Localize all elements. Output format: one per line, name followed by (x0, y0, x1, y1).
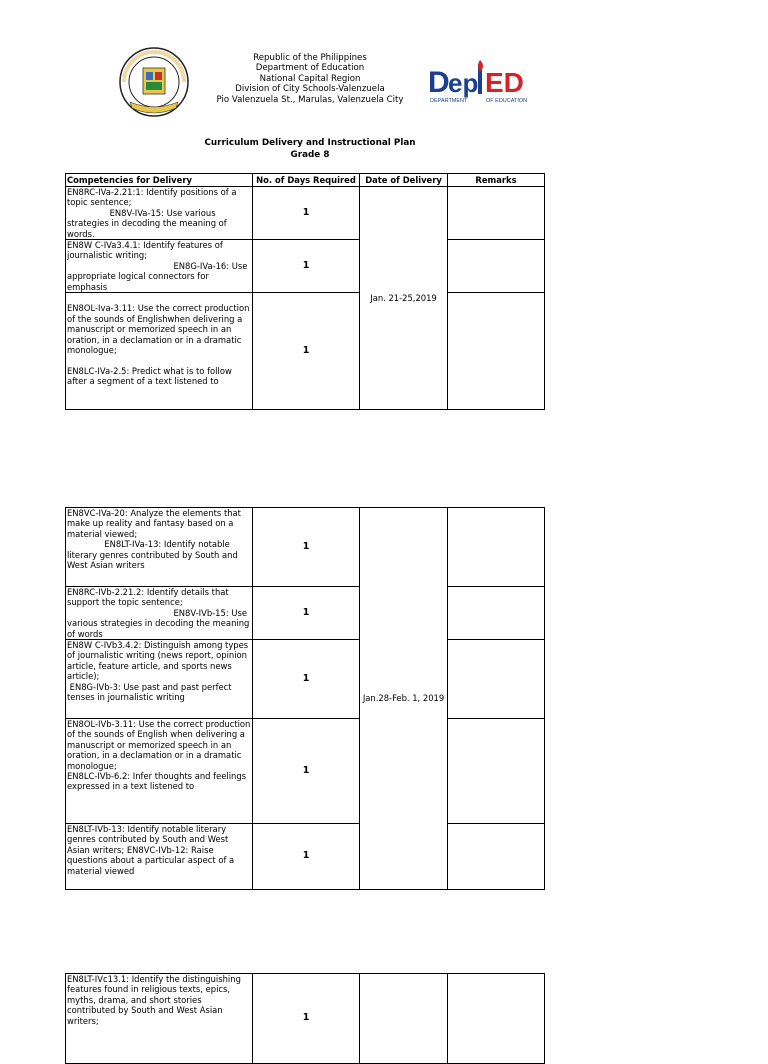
svg-text:OF EDUCATION: OF EDUCATION (486, 98, 528, 104)
days-cell: 1 (253, 240, 360, 293)
competency-cell: EN8LT-IVb-13: Identify notable literary genres contributed by South and West Asian writers; EN8VC-IVb-12: Raise questions about a particular aspect of a material viewed (66, 824, 253, 890)
grade-label: Grade 8 (290, 150, 330, 160)
header-remarks: Remarks (448, 174, 545, 187)
svg-text:DEPARTMENT: DEPARTMENT (430, 98, 468, 104)
delivery-plan-table-week3 (65, 973, 545, 1064)
competency-cell: EN8RC-IVb-2.21.2: Identify details that support the topic sentence; EN8V-IVb-15: Use various strategies in decoding the meaning of words (66, 587, 253, 640)
table-header-row (66, 174, 545, 187)
remarks-cell (448, 974, 545, 1064)
remarks-cell (448, 640, 545, 719)
remarks-cell (448, 587, 545, 640)
svg-text:ep: ep (448, 68, 479, 98)
header-line: Department of Education (255, 63, 365, 74)
document-title (160, 137, 460, 161)
days-cell: 1 (253, 640, 360, 719)
agency-header (200, 53, 420, 105)
competency-cell: EN8W C-IVb3.4.2: Distinguish among types of journalistic writing (news report, opinion article, feature article, and sports news article); EN8G-IVb-3: Use past and past perfect tenses in journalistic writing (66, 640, 253, 719)
days-cell: 1 (253, 974, 360, 1064)
remarks-cell (448, 187, 545, 240)
header-line: National Capital Region (259, 73, 361, 84)
days-cell: 1 (253, 508, 360, 587)
competency-cell: EN8OL-IVb-3.11: Use the correct production of the sounds of English when delivering a manuscript or memorized speech in an oration, in a declamation or in a dramatic monologue; EN8LC-IVb-6.2: Infer thoughts and feelings expressed in a text listened to (66, 719, 253, 824)
date-cell: Jan. 21-25,2019 (360, 187, 448, 410)
table-row (66, 508, 545, 587)
competency-cell: EN8LT-IVc13.1: Identify the distinguishing features found in religious texts, epics, myths, drama, and short stories contributed by South and West Asian writers; (66, 974, 253, 1064)
date-cell (360, 974, 448, 1064)
table-row (66, 293, 545, 410)
header-line: Republic of the Philippines (253, 53, 367, 63)
delivery-plan-table-week2 (65, 507, 545, 890)
table-row (66, 187, 545, 240)
days-cell: 1 (253, 587, 360, 640)
delivery-plan-table-week1 (65, 173, 545, 410)
remarks-cell (448, 240, 545, 293)
table-row (66, 719, 545, 824)
table-row (66, 824, 545, 890)
header-date: Date of Delivery (360, 174, 448, 187)
days-cell: 1 (253, 824, 360, 890)
remarks-cell (448, 293, 545, 410)
header-line: Pio Valenzuela St., Marulas, Valenzuela City (216, 94, 404, 105)
table-row (66, 974, 545, 1064)
table-row (66, 240, 545, 293)
days-cell: 1 (253, 719, 360, 824)
division-seal-logo (118, 46, 190, 118)
competency-cell: EN8OL-Iva-3.11: Use the correct production of the sounds of Englishwhen delivering a manuscript or memorized speech in an oration, in a declamation or in a dramatic monologue; EN8LC-IVa-2.5: Predict what is to follow after a segment of a text listened to (66, 293, 253, 410)
svg-text:D: D (428, 66, 450, 99)
competency-cell: EN8RC-IVa-2.21:1: Identify positions of a topic sentence; EN8V-IVa-15: Use various strategies in decoding the meaning of words. (66, 187, 253, 240)
table-row (66, 640, 545, 719)
title-line: Curriculum Delivery and Instructional Plan (204, 138, 416, 148)
deped-logo (428, 58, 534, 108)
header-competencies: Competencies for Delivery (66, 174, 253, 187)
date-cell: Jan.28-Feb. 1, 2019 (360, 508, 448, 890)
remarks-cell (448, 508, 545, 587)
table-row (66, 587, 545, 640)
header-line: Division of City Schools-Valenzuela (235, 84, 385, 95)
days-cell: 1 (253, 187, 360, 240)
days-cell: 1 (253, 293, 360, 410)
competency-cell: EN8W C-IVa3.4.1: Identify features of journalistic writing; EN8G-IVa-16: Use appropriate logical connectors for emphasis (66, 240, 253, 293)
svg-text:ED: ED (485, 67, 524, 98)
competency-cell: EN8VC-IVa-20: Analyze the elements that make up reality and fantasy based on a material viewed; EN8LT-IVa-13: Identify notable literary genres contributed by South and West Asian writers (66, 508, 253, 587)
remarks-cell (448, 824, 545, 890)
remarks-cell (448, 719, 545, 824)
header-days: No. of Days Required (253, 174, 360, 187)
